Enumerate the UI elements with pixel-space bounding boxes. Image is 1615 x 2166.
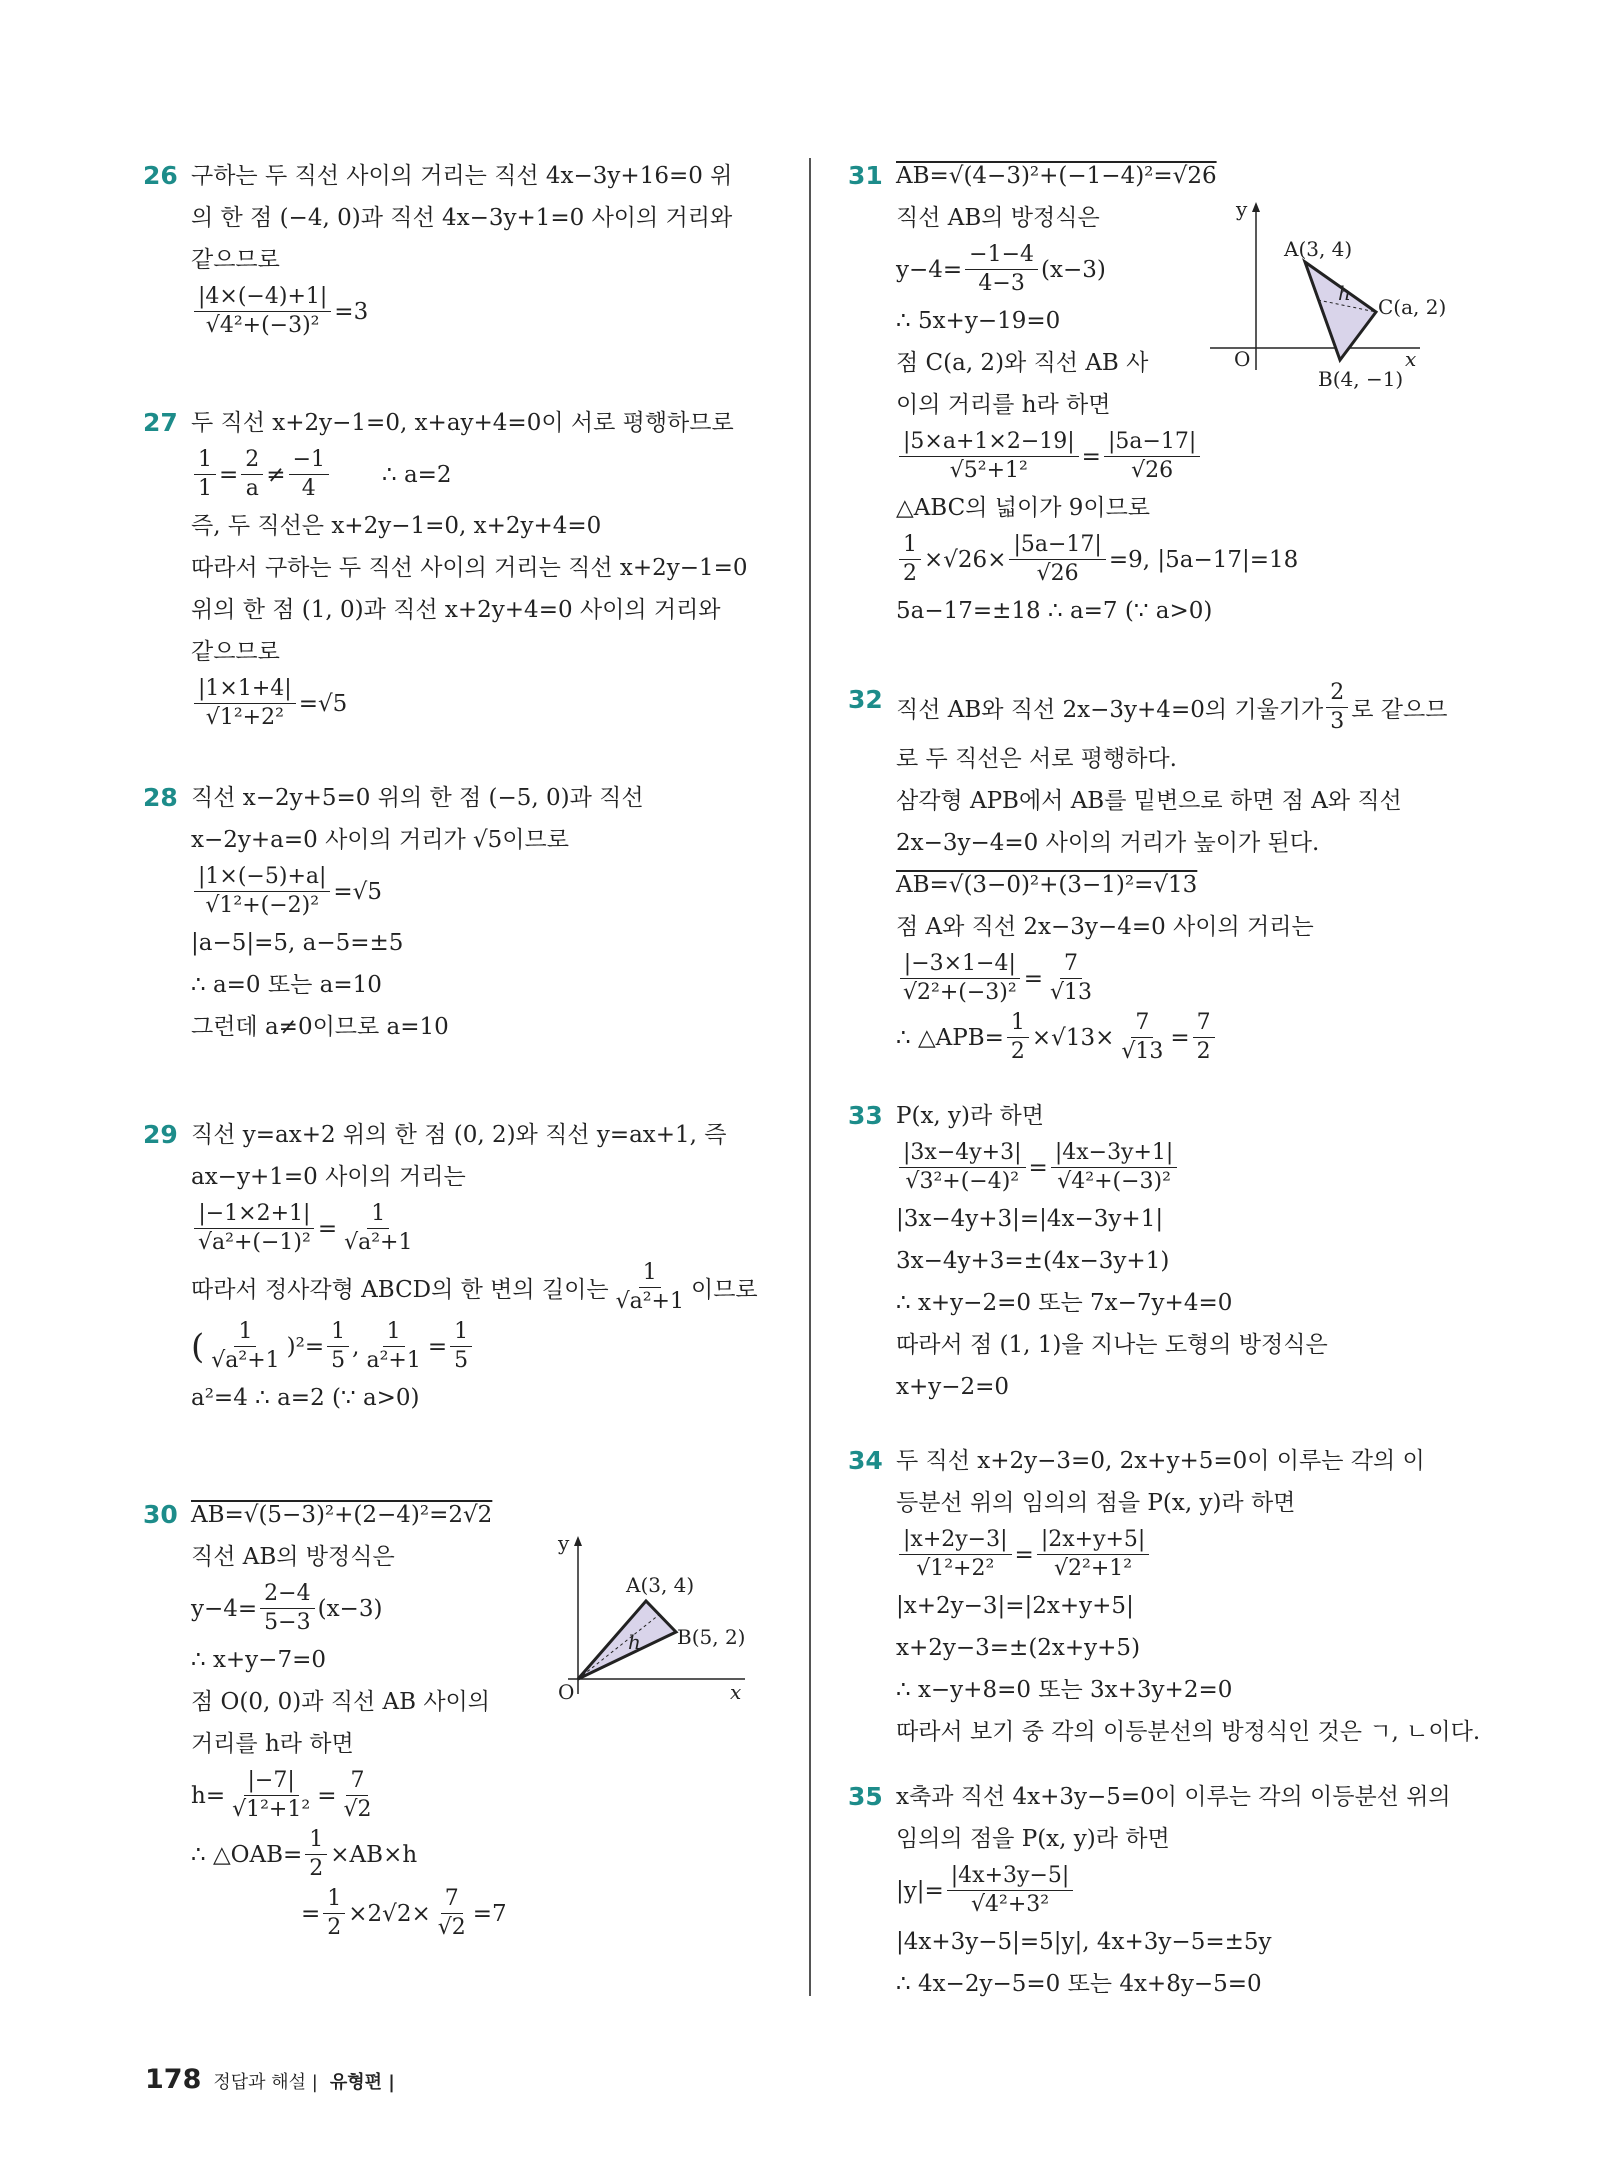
text-line: 의 한 점 (−4, 0)과 직선 4x−3y+1=0 사이의 거리와 [191, 205, 733, 231]
equation: 직선 AB와 직선 2x−3y+4=0의 기울기가 $\frac{2}{3}$ 로 같으므 [896, 680, 1448, 734]
h-label: h [1338, 281, 1351, 305]
text-line: a²=4 ∴ a=2 (∵ a>0) [191, 1385, 420, 1411]
point-b-label: B(4, −1) [1318, 367, 1404, 391]
problem-number: 31 [848, 161, 883, 190]
text-line: 5a−17=±18 ∴ a=7 (∵ a>0) [896, 598, 1213, 624]
text-line: 직선 AB의 방정식은 [896, 205, 1100, 231]
solution-31 [850, 155, 1475, 677]
origin-label: O [558, 1680, 575, 1704]
text-line: ∴ 5x+y−19=0 [896, 308, 1061, 334]
text-line: x+y−2=0 [896, 1374, 1010, 1400]
text-line: |a−5|=5, a−5=±5 [191, 930, 404, 956]
h-label: h [628, 1630, 641, 1654]
text-line: ∴ a=0 또는 a=10 [191, 972, 382, 998]
text-line: 그런데 a≠0이므로 a=10 [191, 1014, 449, 1040]
text-line: ∴ 4x−2y−5=0 또는 4x+8y−5=0 [896, 1971, 1262, 1997]
problem-number: 27 [143, 408, 178, 437]
text-line: 구하는 두 직선 사이의 거리는 직선 4x−3y+16=0 위 [191, 163, 733, 189]
equation: y−4= $\frac{2-4}{5-3}$ (x−3) [191, 1581, 383, 1635]
point-a-label: A(3, 4) [626, 1573, 695, 1597]
point-a-label: A(3, 4) [1284, 237, 1353, 261]
solution-33 [850, 1095, 1475, 1440]
text-line: 등분선 위의 임의의 점을 P(x, y)라 하면 [896, 1490, 1296, 1516]
equation: y−4= $\frac{-1-4}{4-3}$ (x−3) [896, 242, 1106, 296]
equation: ∴ △APB= $\frac{1}{2}$ ×√13× $\frac{7}{√13}$ = $\frac{7}{2}$ [896, 1009, 1475, 1066]
problem-number: 28 [143, 783, 178, 812]
problem-number: 32 [848, 685, 883, 714]
problem-number: 34 [848, 1446, 883, 1475]
text-line: △ABC의 넓이가 9이므로 [896, 495, 1151, 521]
text-line: 따라서 점 (1, 1)을 지나는 도형의 방정식은 [896, 1332, 1328, 1358]
triangle-abc [1305, 262, 1376, 360]
text-line: 점 A와 직선 2x−3y−4=0 사이의 거리는 [896, 914, 1314, 940]
equation: = $\frac{1}{2}$ ×2√2× $\frac{7}{√2}$ =7 [301, 1886, 507, 1940]
triangle-oab-figure [550, 1531, 750, 1704]
text-line: 3x−4y+3=±(4x−3y+1) [896, 1248, 1170, 1274]
text-line: x−2y+a=0 사이의 거리가 √5이므로 [191, 827, 569, 853]
problem-number: 30 [143, 1500, 178, 1529]
equation: $\frac{|4\times(-4)+1|}{\text{√4²+(−3)²}}$ =3 [191, 283, 770, 340]
text-line: 이의 거리를 h라 하면 [896, 392, 1111, 418]
solution-35 [850, 1776, 1475, 2005]
solution-30 [145, 1494, 770, 1942]
solution-29 [145, 1114, 770, 1494]
text-line: 직선 AB의 방정식은 [191, 1544, 395, 1570]
point-b-label: B(5, 2) [677, 1625, 746, 1649]
text-line: 위의 한 점 (1, 0)과 직선 x+2y+4=0 사이의 거리와 [191, 597, 721, 623]
text-line: 두 직선 x+2y−3=0, 2x+y+5=0이 이루는 각의 이 [896, 1448, 1425, 1474]
text-line: 직선 x−2y+5=0 위의 한 점 (−5, 0)과 직선 [191, 785, 644, 811]
equation: $\frac{1}{1}$ = $\frac{2}{a}$ ≠ $\frac{-1}{4}$ ∴ a=2 [191, 446, 770, 503]
equation: ( $\frac{1}{\text{√a²+1}}$ )² = $\frac{1}{5}$ , $\frac{1}{\text{a²+1}}$ = $\frac{1}{5}$ [191, 1318, 770, 1375]
text-line: 점 O(0, 0)과 직선 AB 사이의 [191, 1689, 490, 1715]
text-line: 거리를 h라 하면 [191, 1731, 354, 1757]
page-number: 178 [145, 2064, 202, 2095]
text-line: 삼각형 APB에서 AB를 밑변으로 하면 점 A와 직선 [896, 788, 1402, 814]
text-line: AB=√(3−0)²+(3−1)²=√13 [896, 872, 1198, 898]
equation: $\frac{|1\times 1+4|}{\text{√1²+2²}}$ =√5 [191, 675, 770, 732]
problem-number: 33 [848, 1101, 883, 1130]
problem-number: 35 [848, 1782, 883, 1811]
text-line: AB=√(5−3)²+(2−4)²=2√2 [191, 1502, 493, 1528]
right-column [848, 155, 1481, 2005]
solution-27 [145, 402, 770, 777]
equation: $\frac{|-1\times 2+1|}{\text{√a²+(−1)²}}$ = $\frac{1}{\text{√a²+1}}$ [191, 1200, 770, 1257]
equation: $\frac{|3x-4y+3|}{\text{√3²+(−4)²}}$ = $\frac{|4x-3y+1|}{\text{√4²+(−3)²}}$ [896, 1139, 1475, 1196]
solution-26 [145, 155, 770, 402]
text-line: 같으므로 [191, 639, 280, 665]
equation: $\frac{1}{2}$ ×√26× $\frac{|5a-17|}{√26}$ =9, |5a−17|=18 [896, 531, 1475, 588]
column-divider [809, 158, 811, 1996]
text-line: 2x−3y−4=0 사이의 거리가 높이가 된다. [896, 830, 1320, 856]
text-line: 따라서 구하는 두 직선 사이의 거리는 직선 x+2y−1=0 [191, 555, 748, 581]
text-line: 같으므로 [191, 247, 280, 273]
equation: |y|= $\frac{|4x+3y-5|}{\text{√4²+3²}}$ [896, 1862, 1475, 1919]
point-c-label: C(a, 2) [1378, 295, 1447, 319]
solution-28 [145, 777, 770, 1114]
text-line: 점 C(a, 2)와 직선 AB 사 [896, 350, 1149, 376]
y-axis-arrow [1252, 202, 1260, 212]
problem-number: 29 [143, 1120, 178, 1149]
text-line: 임의의 점을 P(x, y)라 하면 [896, 1826, 1170, 1852]
text-line: |4x+3y−5|=5|y|, 4x+3y−5=±5y [896, 1929, 1272, 1955]
origin-label: O [1234, 347, 1251, 371]
page-footer [145, 2064, 395, 2095]
footer-section: 유형편 | [329, 2072, 395, 2093]
footer-title: 정답과 해설 | [213, 2072, 318, 2093]
text-line: |x+2y−3|=|2x+y+5| [896, 1593, 1134, 1619]
text-line: |3x−4y+3|=|4x−3y+1| [896, 1206, 1164, 1232]
y-label: y [1236, 197, 1248, 221]
solution-34 [848, 1440, 1481, 1776]
equation: $\frac{|5\times a+1\times 2-19|}{\text{√5²+1²}}$ = $\frac{|5a-17|}{√26}$ [896, 428, 1475, 485]
text-line: x+2y−3=±(2x+y+5) [896, 1635, 1141, 1661]
y-axis-arrow [574, 1536, 582, 1546]
equation: $\frac{|-3\times 1-4|}{\text{√2²+(−3)²}}$ = $\frac{7}{√13}$ [896, 950, 1475, 1007]
text-line: 두 직선 x+2y−1=0, x+ay+4=0이 서로 평행하므로 [191, 410, 734, 436]
text-line: ∴ x−y+8=0 또는 3x+3y+2=0 [896, 1677, 1233, 1703]
left-column [145, 155, 770, 1944]
triangle-abc-figure [1200, 197, 1460, 400]
x-label: x [1405, 347, 1417, 371]
problem-number: 26 [143, 161, 178, 190]
text-line: x축과 직선 4x+3y−5=0이 이루는 각의 이등분선 위의 [896, 1784, 1451, 1810]
equation: $\frac{|1\times(-5)+a|}{\text{√1²+(−2)²}}$ =√5 [191, 863, 770, 920]
solution-32 [850, 679, 1475, 1095]
text-line: ∴ x+y−7=0 [191, 1647, 326, 1673]
text-line: 직선 y=ax+2 위의 한 점 (0, 2)와 직선 y=ax+1, 즉 [191, 1122, 727, 1148]
text-line: 로 두 직선은 서로 평행하다. [896, 746, 1177, 772]
x-label: x [730, 1680, 742, 1704]
text-line: ax−y+1=0 사이의 거리는 [191, 1164, 466, 1190]
equation: h= $\frac{|-7|}{\text{√1²+1²}}$ = $\frac{7}{√2}$ [191, 1768, 372, 1822]
text-line: 즉, 두 직선은 x+2y−1=0, x+2y+4=0 [191, 513, 602, 539]
equation: $\frac{|x+2y-3|}{\text{√1²+2²}}$ = $\frac{|2x+y+5|}{\text{√2²+1²}}$ [896, 1526, 1475, 1583]
text-line: 따라서 보기 중 각의 이등분선의 방정식인 것은 ㄱ, ㄴ이다. [896, 1719, 1481, 1745]
text-line: P(x, y)라 하면 [896, 1103, 1044, 1129]
equation: ∴ △OAB= $\frac{1}{2}$ ×AB×h [191, 1827, 418, 1881]
text-line: AB=√(4−3)²+(−1−4)²=√26 [896, 163, 1217, 189]
text-line: ∴ x+y−2=0 또는 7x−7y+4=0 [896, 1290, 1233, 1316]
equation: 따라서 정사각형 ABCD의 한 변의 길이는 $\frac{1}{\text{√a²+1}}$ 이므로 [191, 1260, 758, 1314]
y-label: y [558, 1531, 570, 1555]
fraction: $\frac{|4\times(-4)+1|}{\text{√4²+(−3)²}}$ [194, 283, 331, 340]
